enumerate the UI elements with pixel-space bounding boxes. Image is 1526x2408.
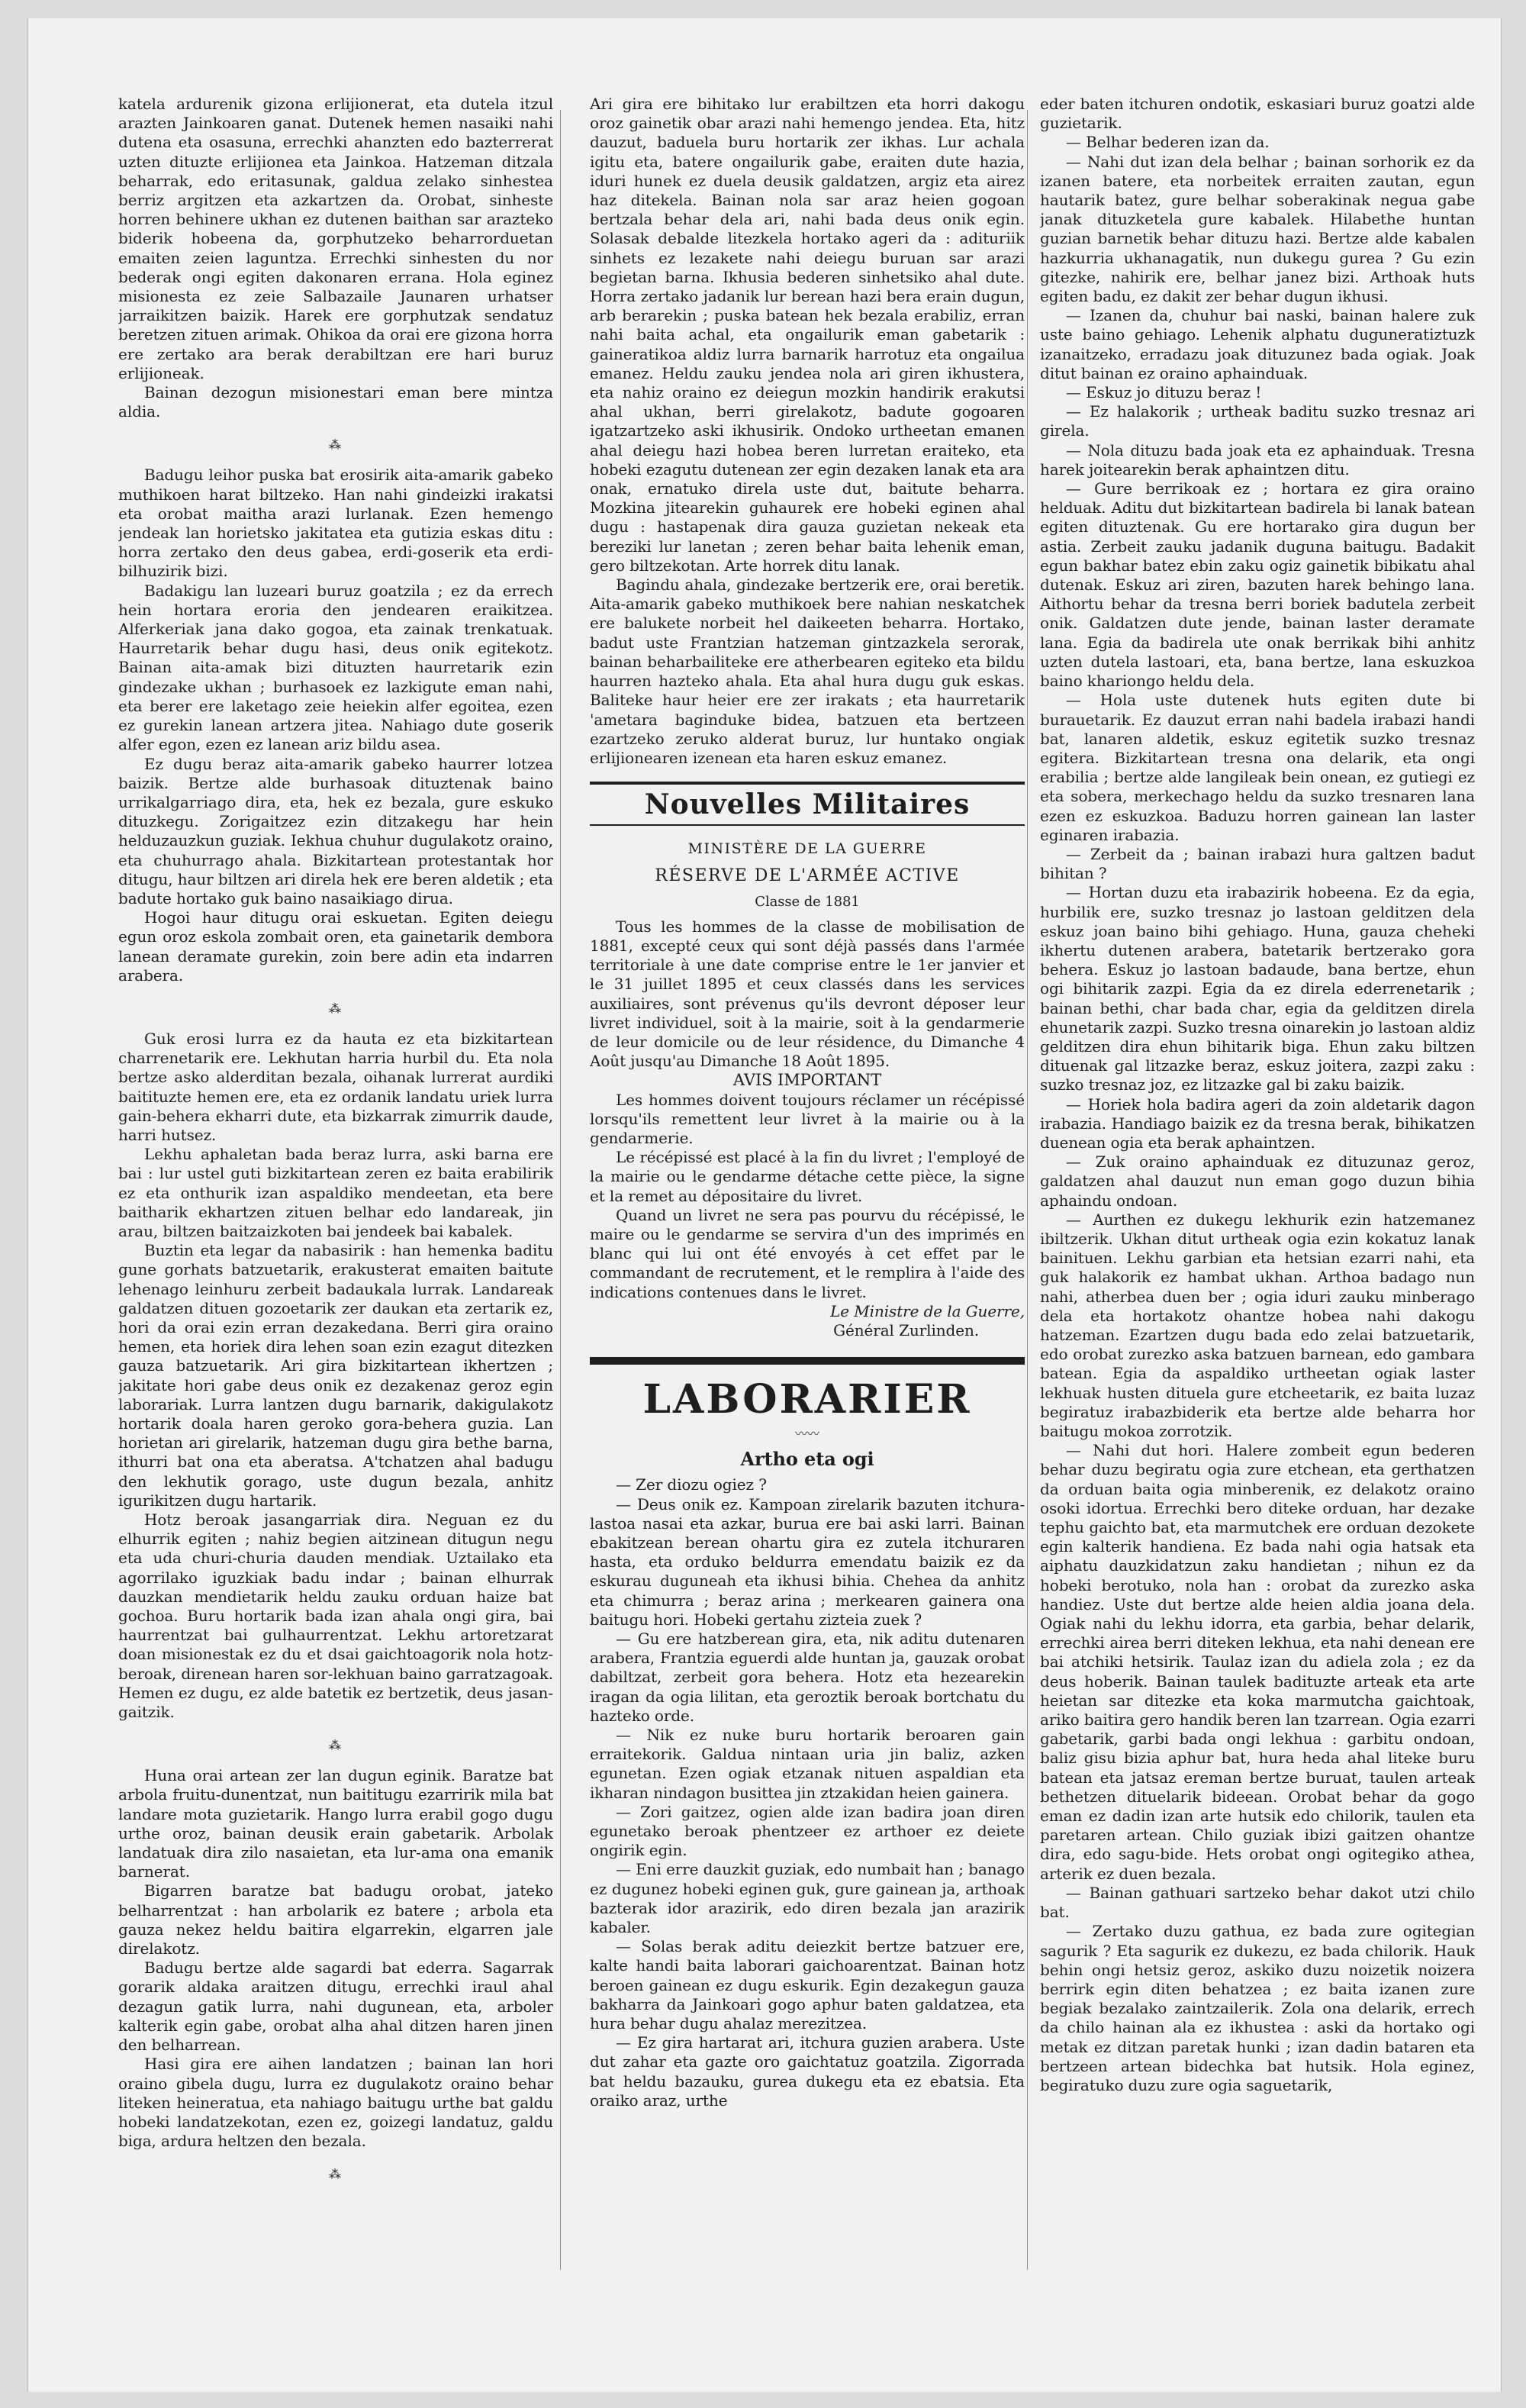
notice-paragraph: Les hommes doivent toujours réclamer un récépissé lorsqu'ils remettent leur livret à la mairie ou à la gendarmerie. [590,1090,1025,1147]
dialogue-paragraph: — Nik ez nuke buru hortarik beroaren gain erraitekorik. Galdua nintaan uria jin baliz, azken egunetan. Ezen ogiak etzanak nituen aspaldian eta ikharan nindagon busittea jin ztzakidan heien gainera. [590,1726,1025,1802]
notice-paragraph: Le récépissé est placé à la fin du livret ; l'employé de la mairie ou le gendarme détache cette pièce, la signe et la remet au dépositaire du livret. [590,1148,1025,1205]
section-separator-stars: ⁂ [329,437,343,453]
dialogue-paragraph: — Deus onik ez. Kampoan zirelarik bazuten itchura-lastoa nasai eta azkar, burua ere bai aski larri. Bainan ebakitzean berean ohartu gira ez zutela itchuraren hasta, eta orduko beldurra emendatu baizik ez da eskurau duguneah eta ikhusi bihia. Chehea da anhitz eta chimurra ; beraz arina ; merkearen gainera ona baitugu hori. Hobeki gertahu zizteia zuek ? [590,1494,1025,1629]
paragraph: Hotz beroak jasangarriak dira. Neguan ez du elhurrik egiten ; nahiz begien aitzinean ditugun negu eta uda churi-churia dauden mendiak. Uztailako eta agorrilako iguzkiak badu indar ; bainan elhurrak dauzkan mendietarik heldu zauku orduan haize bat gochoa. Buru hortarik bada izan ahala ongi gira, bai haurrentzat bai gulhaurrentzat. Lekhu artoretzarat doan misionestak ez du et dsai gaichtoagorik nola hotz-beroak, direnean haren sor-lekhuan baino garratzagoak. Hemen ez dugu, ez alde batetik ez bertzetik, deus jasan-gaitzik. [118,1510,553,1722]
section-separator-stars: ⁂ [329,1738,343,1753]
dialogue-paragraph: — Bainan gathuari sartzeko behar dakot utzi chilo bat. [1040,1883,1475,1922]
dialogue-paragraph: — Ez halakorik ; urtheak baditu suzko tresnaz ari girela. [1040,402,1475,440]
dialogue-paragraph: — Belhar bederen izan da. [1066,133,1270,152]
dialogue-paragraph: — Aurthen ez dukegu lekhurik ezin hatzemanez ibiltzerik. Ukhan ditut urtheak ogia ezin kokatuz lanak bainituen. Lekhu garbian eta hetsian ezarri nahi, eta guk halakorik ez hambat ukhan. Arthoa badago nun nahi, atherbea duen ber ; ogia iduri zauku minberago dela eta hortakotz ohantze hobea nahi dakogu hatzeman. Ezartzen dugu bada edo zelai batzuetarik, edo orobat zurezko aska batzuen barnean, edo gambara batean. Egia da aspaldiko urtheetan ogiak laster lekhuak husten dituela gure etcheetarik, ez baita luzaz begiratuz irabazbiderik eta bertze alde beharra hor baitugu mokoa zorrotzik. [1040,1210,1475,1441]
dialogue-paragraph: — Nahi dut hori. Halere zombeit egun bederen behar duzu begiratu ogia zure etchean, eta gerthatzen da orduan baita ogia minberenik, ez delakotz oraino osoki idortua. Errechki bero diteke orduan, har dezake tephu gaichto bat, eta marmutchek ere orduan dezokete egin kalterik handiena. Ez bada nahi ogia hatsak eta aiphatu dauzkidatzun zaku handietan ; nihun ez da hobeki berotuko, nola han : orobat da zurezko aska handiez. Uste dut bertze alde heien aldia joana dela. Ogiak nahi du lekhu idorra, eta garbia, behar delarik, errechki airea berri diteken lekhua, eta nahi denean ere bai atchiki hetsirik. Taulaz izan du adiela zola ; ez da deus hoberik. Bainan taulek badituzte arteak eta arte heietan sar ditezke eta koka marmutcha gaichtoak, ariko baitira gero handik beren lan tzarrean. Ogia ezarri gabetarik, garbi bada ongi lekhua : garbitu ondoan, baliz gisu bizia aphur bat, hura heda ahal liteke buru batean eta jatsaz ereman bertze buruat, taulen arteak bethetzen dituelarik bideean. Orobat behar da gogo eman ez dadin izan arte hutsik edo chilorik, taulen eta paretaren artean. Chilo guziak ibizi gaitzen ohantze dira, edo sagu-bide. Hets orobat ongi ogitegiko athea, arterik ez duen bezala. [1040,1441,1475,1883]
dialogue-paragraph: — Zertako duzu gathua, ez bada zure ogitegian sagurik ? Eta sagurik ez dukezu, ez bada chilorik. Hauk behin ongi hetsiz geroz, askiko duzu noizetik noizera berrirk egin diten behatzea ; ez baita izanen zure begiak bezalako zaintzailerik. Zola ona delarik, errech da chilo hainan ala ez ikhustea : aski da hortako ogi metak ez ditzan paretak hunki ; izan dadin bataren eta bertzeen artean bidechka bat hutsik. Hola eginez, begiratuko duzu zure ogia saguetarik, [1040,1922,1475,2094]
dialogue-paragraph: — Eskuz jo dituzu beraz ! [1066,383,1262,402]
dialogue-paragraph: — Zerbeit da ; bainan irabazi hura galtzen badut bihitan ? [1040,844,1475,883]
signature-title: Le Ministre de la Guerre, [830,1301,1025,1320]
paragraph: Buztin eta legar da nabasirik : han hemenka baditu gune gorhats batzuetarik, erakusterat emaiten baitute lehenago leinhuru zerbeit badaukala lurrak. Landareak galdatzen dituen gozoetarik zer daukan eta zertarik ez, hori da orai ezin erran dezakedana. Berri gira oraino hemen, eta horiek dira lehen soan ezin ezagut ditezken gauza batzuetarik. Ari gira bizkitartean ikhertzen ; jakitate hori gabe deus onik ez dezakenaz geroz egin laborariak. Lurra lantzen dugu barnarik, dakigulakotz hortarik doala haren geroko gora-behera guzia. Lan horietan ari girelarik, hatzeman dugu gira bethe barna, ithurri bat ona eta aberatsa. A'tchatzen ahal badugu den lekhutik gorago, uste dugun bezala, anhitz igurikitzen dugu hartarik. [118,1241,553,1510]
paragraph: Bainan dezogun misionestari eman bere mintza aldia. [118,383,553,421]
paragraph: Ez dugu beraz aita-amarik gabeko haurrer lotzea baizik. Bertze alde burhasoak dituztenak baino urrikalgarriago dira, eta, hek ez bezala, gure eskuko dituzkegu. Zorigaitzez ezin ditzakegu har hein helduzauzkun guziak. Iekhua chuhur dugulakotz oraino, eta chuhurrago ahala. Bizkitartean protestantak hor ditugu, haur biltzen ari direla hek ere beren aldetik ; eta badute hortako guk baino nasaikiago dirua. [118,754,553,907]
column-rule-2 [1027,110,1028,2270]
notice-paragraph: Quand un livret ne sera pas pourvu du récépissé, le maire ou le gendarme se servira d'un des imprimés en blanc qui lui ont été envoyés à cet effet par le commandant de recrutement, et le remplira à l'aide des indications contenues dans le livret. [590,1205,1025,1301]
paragraph: Ari gira ere bihitako lur erabiltzen eta horri dakogu oroz gainetik obar arazi nahi hemengo jendea. Eta, hitz dauzut, baduela buru hortarik zer ikhas. Lur achala igitu eta, batere ongailurik gabe, eraiten dute hazia, iduri hunek ez duela deusik galdatzen, argiz eta airez haz ditekela. Bainan nola sar araz heien gogoan bertzala behar dela ari, nahi bada deus onik egin. Solasak debalde litezkela hortako ageri da : adituriik sinhets ez lezakete nahi deiegu buruan sar arazi begietan barna. Ikhusia bederen sinhetsiko ahal dute. Horra zertako jadanik lur berean hazi bera erain dugun, arb berarekin ; puska batean hek bezala erabiliz, erran nahi baita achal, eta ongailurik eman gabetarik : gaineratikoa aldiz lurra barnarik harrotuz eta ongailua emanez. Heldu zauku jendea nola ari giren ikhustera, eta nahiz oraino ez deiegun mozkin handirik erakutsi ahal ukhan, berri girelakotz, badute gogoaren igatzartzeko aski ikhusirik. Ondoko urtheetan emanen ahal deiegu hazi hobea beren lurretan eraiteko, eta hobeki ezagutu dutenean zer egin dezaken lanak eta ara onak, ernatuko direla uste dut, baitute beharra. Mozkina jitearekin guhaurek ere hobeki eginen ahal dugu : hastapenak dira gauza guzietan nekeak eta bereziki lur lanetan ; zeren behar baita lehenik eman, gero biltzekotan. Arte horrek ditu lanak. [590,95,1025,575]
paragraph: Bagindu ahala, gindezake bertzerik ere, orai beretik. Aita-amarik gabeko muthikoek bere nahian neskatchek ere balukete norbeit hel daikeeten beharra. Hortako, badut uste Frantzian hatzeman gintzazkela serorak, bainan beharbailiteke ere atherbearen egiteko eta bildu haurren hazteko ahala. Eta ahal hura dugu guk eskas. Baliteke haur heier ere zer irakats ; eta haurretarik 'ametara baginduke bidea, batzuen eta bertzeen ezartzeko zeruko alderat buruz, lur huntako ongiak erlijionearen izenean eta haren eskuz emanez. [590,575,1025,767]
dialogue-paragraph: — Zuk oraino aphainduak ez dituzunaz geroz, galdatzen ahal dauzut nun eman gogo duzun bihia aphaindu ondoan. [1040,1152,1475,1210]
paragraph: Lekhu aphaletan bada beraz lurra, aski barna ere bai : lur ustel guti bizkitartean zeren ez baita erabilirik ez eta onthurik izan aspaldiko mendeetan, eta bere baitharik ekhartzen zituen belhar edo landareak, jin arau, biltzen baitzaizkoten bai jendeek bai kabalek. [118,1145,553,1240]
section-separator-stars: ⁂ [329,2167,343,2182]
avis-heading: AVIS IMPORTANT [732,1071,882,1090]
column-1 [118,95,553,2270]
paragraph: Bigarren baratze bat badugu orobat, jateko belharrentzat : han arbolarik ez batere ; arbola eta gauza nekez heldu baitira elgarrekin, elgarren jale direlakotz. [118,1881,553,1958]
dialogue-paragraph: — Hola uste dutenek huts egiten dute bi burauetarik. Ez dauzut erran nahi badela irabazi handi bat, lanaren aldetik, eskuz egitetik suzko tresnaz egitera. Bizkitartean tresna ona delarik, eta ongi erabilia ; bertze alde langileak bein onean, ez gutiegi ez eta sobera, merkechago heldu da suzko tresnaren lana ezen ez eskuzkoa. Baduzu horren gainean lan laster eginaren irabazia. [1040,691,1475,844]
newspaper-page [27,18,1502,2392]
dialogue-paragraph: — Izanen da, chuhur bai naski, bainan halere zuk uste baino gehiago. Lehenik alphatu duguneratiztuzk izanaitzeko, erradazu joak dituzunez bada ogiak. Joak ditut bainan ez oraino aphainduak. [1040,306,1475,382]
ministry-heading: MINISTÈRE DE LA GUERRE [687,840,927,858]
ornament-divider: 〰〰 [795,1426,819,1442]
dialogue-paragraph: eder baten itchuren ondotik, eskasiari buruz goatzi alde guzietarik. [1040,95,1475,133]
notice-paragraph: Tous les hommes de la classe de mobilisation de 1881, excepté ceux qui sont déjà passés dans l'armée territoriale à une date comprise entre le 1er janvier et le 31 juillet 1895 et ceux classés dans les services auxiliaires, sont prévenus qu'ils devront déposer leur livret individuel, soit à la mairie, soit à la gendarmerie de leur domicile ou de leur résidence, du Dimanche 4 Août jusqu'au Dimanche 18 Août 1895. [590,917,1025,1071]
dialogue-paragraph: — Nahi dut izan dela belhar ; bainan sorhorik ez da izanen batere, eta norbeitek erraiten zautan, egun hautarik batez, gure belhar soberakinak negua gabe janak dituzketela gure kabalek. Hilabethe huntan guzian barnetik behar dituzu hazi. Bertze alde kabalen hazkurria ukhanagatik, nun dukegu gurea ? Gu ezin gitezke, nahirik ere, belhar janez bizi. Arthoak huts egiten badu, ez dakit zer behar dugun ikhusi. [1040,152,1475,306]
reserve-heading: RÉSERVE DE L'ARMÉE ACTIVE [655,866,960,886]
paragraph: Huna orai artean zer lan dugun eginik. Baratze bat arbola fruitu-dunentzat, nun baititugu ezarririk mila bat landare mota guzietarik. Hango lurra erabil gogo dugu urthe oroz, bainan deusik erain gabetarik. Arbolak landatuak dira zilo nasaietan, eta lur-ama ona emanik barnerat. [118,1766,553,1881]
column-rule-1 [560,110,561,2270]
laborarier-heading: LABORARIER [590,1357,1025,1424]
paragraph: Guk erosi lurra ez da hauta ez eta bizkitartean charrenetarik ere. Lekhutan harria hurbil du. Eta nola bertze asko alderditan bezala, oihanak lurrerat aurdiki baitituzte hemen ere, eta ez ordanik landatu uriek lurra gain-behera ekharri dute, eta bizkarrak zimurrik daude, harri hutsez. [118,1029,553,1144]
paragraph: Badakigu lan luzeari buruz goatzila ; ez da errech hein hortara eroria den jendearen eraikitzea. Alferkeriak jana dako gogoa, eta zainak trenkatuak. Haurretarik behar dugu hasi, deus onik egitekotz. Bainan aita-amak bizi dituzten haurretarik ezin gindezake ukhan ; burhasoek ez lazkigute eman nahi, eta berer ere laketago zeie heiekin alfer egoitea, ezen ez gurekin lanean artzera jitea. Nahiago dute goserik alfer egon, ezen ez lanean ariz bildu asea. [118,581,553,754]
dialogue-paragraph: — Ez gira hartarat ari, itchura guzien arabera. Uste dut zahar eta gazte oro gaichtatuz goatzila. Zigorrada bat heldu bazauku, gurea dukegu eta ez ebatsia. Eta oraiko araz, urthe [590,2033,1025,2110]
dialogue-paragraph: — Hortan duzu eta irabazirik hobeena. Ez da egia, hurbilik ere, suzko tresnaz jo lastoan gelditzen dela eskuz joan baino bihi gehiago. Huna, gauza cheheki ikhertu dutenen arabera, batetarik bertzerako gora behera. Eskuz jo lastoan badaude, bana bertze, ehun ogi bihitarik zazpi. Egia da ez direla ederrenetarik ; bainan bethi, char bada char, egia da gelditzen direla ehunetarik zazpi. Suzko tresna oinarekin jo lastoan aldiz gelditzen dira ehun bihitarik biga. Ehun zaku biltzen dituenak gal litzazke beraz, eskuz joitera, zazpi zaku : suzko tresnaz joz, ez litzazke gal bi zaku baizik. [1040,883,1475,1094]
section-separator-stars: ⁂ [329,1001,343,1016]
dialogue-paragraph: — Gu ere hatzberean gira, eta, nik aditu dutenaren arabera, Frantzia eguerdi alde huntan ja, gauzak orobat dabiltzat, zerbeit gora behera. Hotz eta hezearekin iragan da ogia lilitan, eta geroztik beroak bortchatu du hazteko orde. [590,1630,1025,1725]
paragraph: Badugu leihor puska bat erosirik aita-amarik gabeko muthikoen harat biltzeko. Han nahi gindeizki irakatsi eta orobat maitha arazi lurlanak. Ezen hemengo jendeak lan horietsko jakitatea eta gutizia eskas ditu : horra zertako den deus gabea, erdi-goserik eta erdi-bilhuzirik bizi. [118,466,553,581]
dialogue-paragraph: — Nola dituzu bada joak eta ez aphainduak. Tresna harek joitearekin berak aphaintzen ditu. [1040,440,1475,479]
dialogue-paragraph: — Horiek hola badira ageri da zoin aldetarik dagon irabazia. Handiago baizik ez da tresna berak, bihikatzen duenean ogia eta berak aphaintzen. [1040,1094,1475,1152]
paragraph: Hogoi haur ditugu orai eskuetan. Egiten deiegu egun oroz eskola zombait oren, eta gainetarik dembora lanean deramate gurekin, zoin bere adin eta indarren arabera. [118,908,553,985]
article-subtitle: Artho eta ogi [740,1448,874,1471]
signature-name: Général Zurlinden. [833,1320,979,1339]
classe-heading: Classe de 1881 [755,893,860,910]
nouvelles-militaires-heading: Nouvelles Militaires [590,782,1025,826]
dialogue-paragraph: — Gure berrikoak ez ; hortara ez gira oraino helduak. Aditu dut bizkitartean badirela bi lanak batean egiten dituztenak. Gu ere hortarako gira dugun ber astia. Zerbeit zauku jadanik duguna baitugu. Badakit egun bakhar batez ebin zaku ogiz gainetik bibikatu ahal dutenak. Eskuz ari ziren, bazuten harek behingo lana. Aithortu behar da tresna berri boriek badutela zerbeit onik. Galdatzen dute jende, bainan laster deramate lana. Egia da badirela ute onak berrikak bihi anhitz uzten dutela lastoari, eta, bana bertze, lana eskuzkoa baino khariongo heldu dela. [1040,479,1475,691]
paragraph: katela ardurenik gizona erlijionerat, eta dutela itzul arazten Jainkoaren ganat. Dutenek hemen nasaiki nahi dutena eta osasuna, errechki ahanzten edo bazterrerat uzten dituzte erlijionea eta Jainkoa. Hatzeman ditzala beharrak, edo eritasunak, galdua zelako sinhestea berriz argitzen eta azkartzen da. Orobat, sinheste horren behinere ukhan ez dutenen baithan sar arazteko biderik hobeena da, gorphutzeko beharrorduetan emaiten zeien laguntza. Errechki sinhesten du nor bederak ongi egiten dakonaren errana. Hola eginez misionesta ez zeie Salbazaile Jaunaren urhatser jarraikitzen baizik. Harek ere gorphutzak sendatuz beretzen zituen arimak. Ohikoa da orai ere gizona horra ere zertako ara berak derabiltzan ere hari buruz erlijioneak. [118,95,553,382]
column-3 [1040,95,1475,2270]
dialogue-paragraph: — Zori gaitzez, ogien alde izan badira joan diren egunetako beroak phentzeer ez arthoer ez deiete ongirik egin. [590,1802,1025,1860]
dialogue-paragraph: — Solas berak aditu deiezkit bertze batzuer ere, kalte handi baita laborari gaichoarentzat. Bainan hotz beroen gainean ez dugu eskurik. Egin dezakegun gauza bakharra da Jainkoari gogo aphur baten galdatzea, eta hura behar dugu ahalaz merezitzea. [590,1937,1025,2033]
dialogue-paragraph: — Eni erre dauzkit guziak, edo numbait han ; banago ez dugunez hobeki eginen guk, gure gainean ja, arthoak bazterak idor arazirik, edo diren bezala jan arazirik kabaler. [590,1860,1025,1937]
paragraph: Hasi gira ere aihen landatzen ; bainan lan hori oraino gibela dugu, lurra ez dugulakotz oraino behar liteken heineratua, eta nahiago baitugu urthe bat galdu hobeki landatzekotan, ezen ez, goizegi landatuz, galdu biga, ardura heltzen den bezala. [118,2055,553,2151]
paragraph: Badugu bertze alde sagardi bat ederra. Sagarrak gorarik aldaka araitzen ditugu, errechki iraul ahal dezagun gatik lurra, nahi dugunean, eta, arboler kalterik egin gabe, orobat alha ahal ditzen haren jinen den belharrean. [118,1958,553,2055]
column-2 [590,95,1025,2247]
dialogue-paragraph: — Zer diozu ogiez ? [616,1475,767,1494]
